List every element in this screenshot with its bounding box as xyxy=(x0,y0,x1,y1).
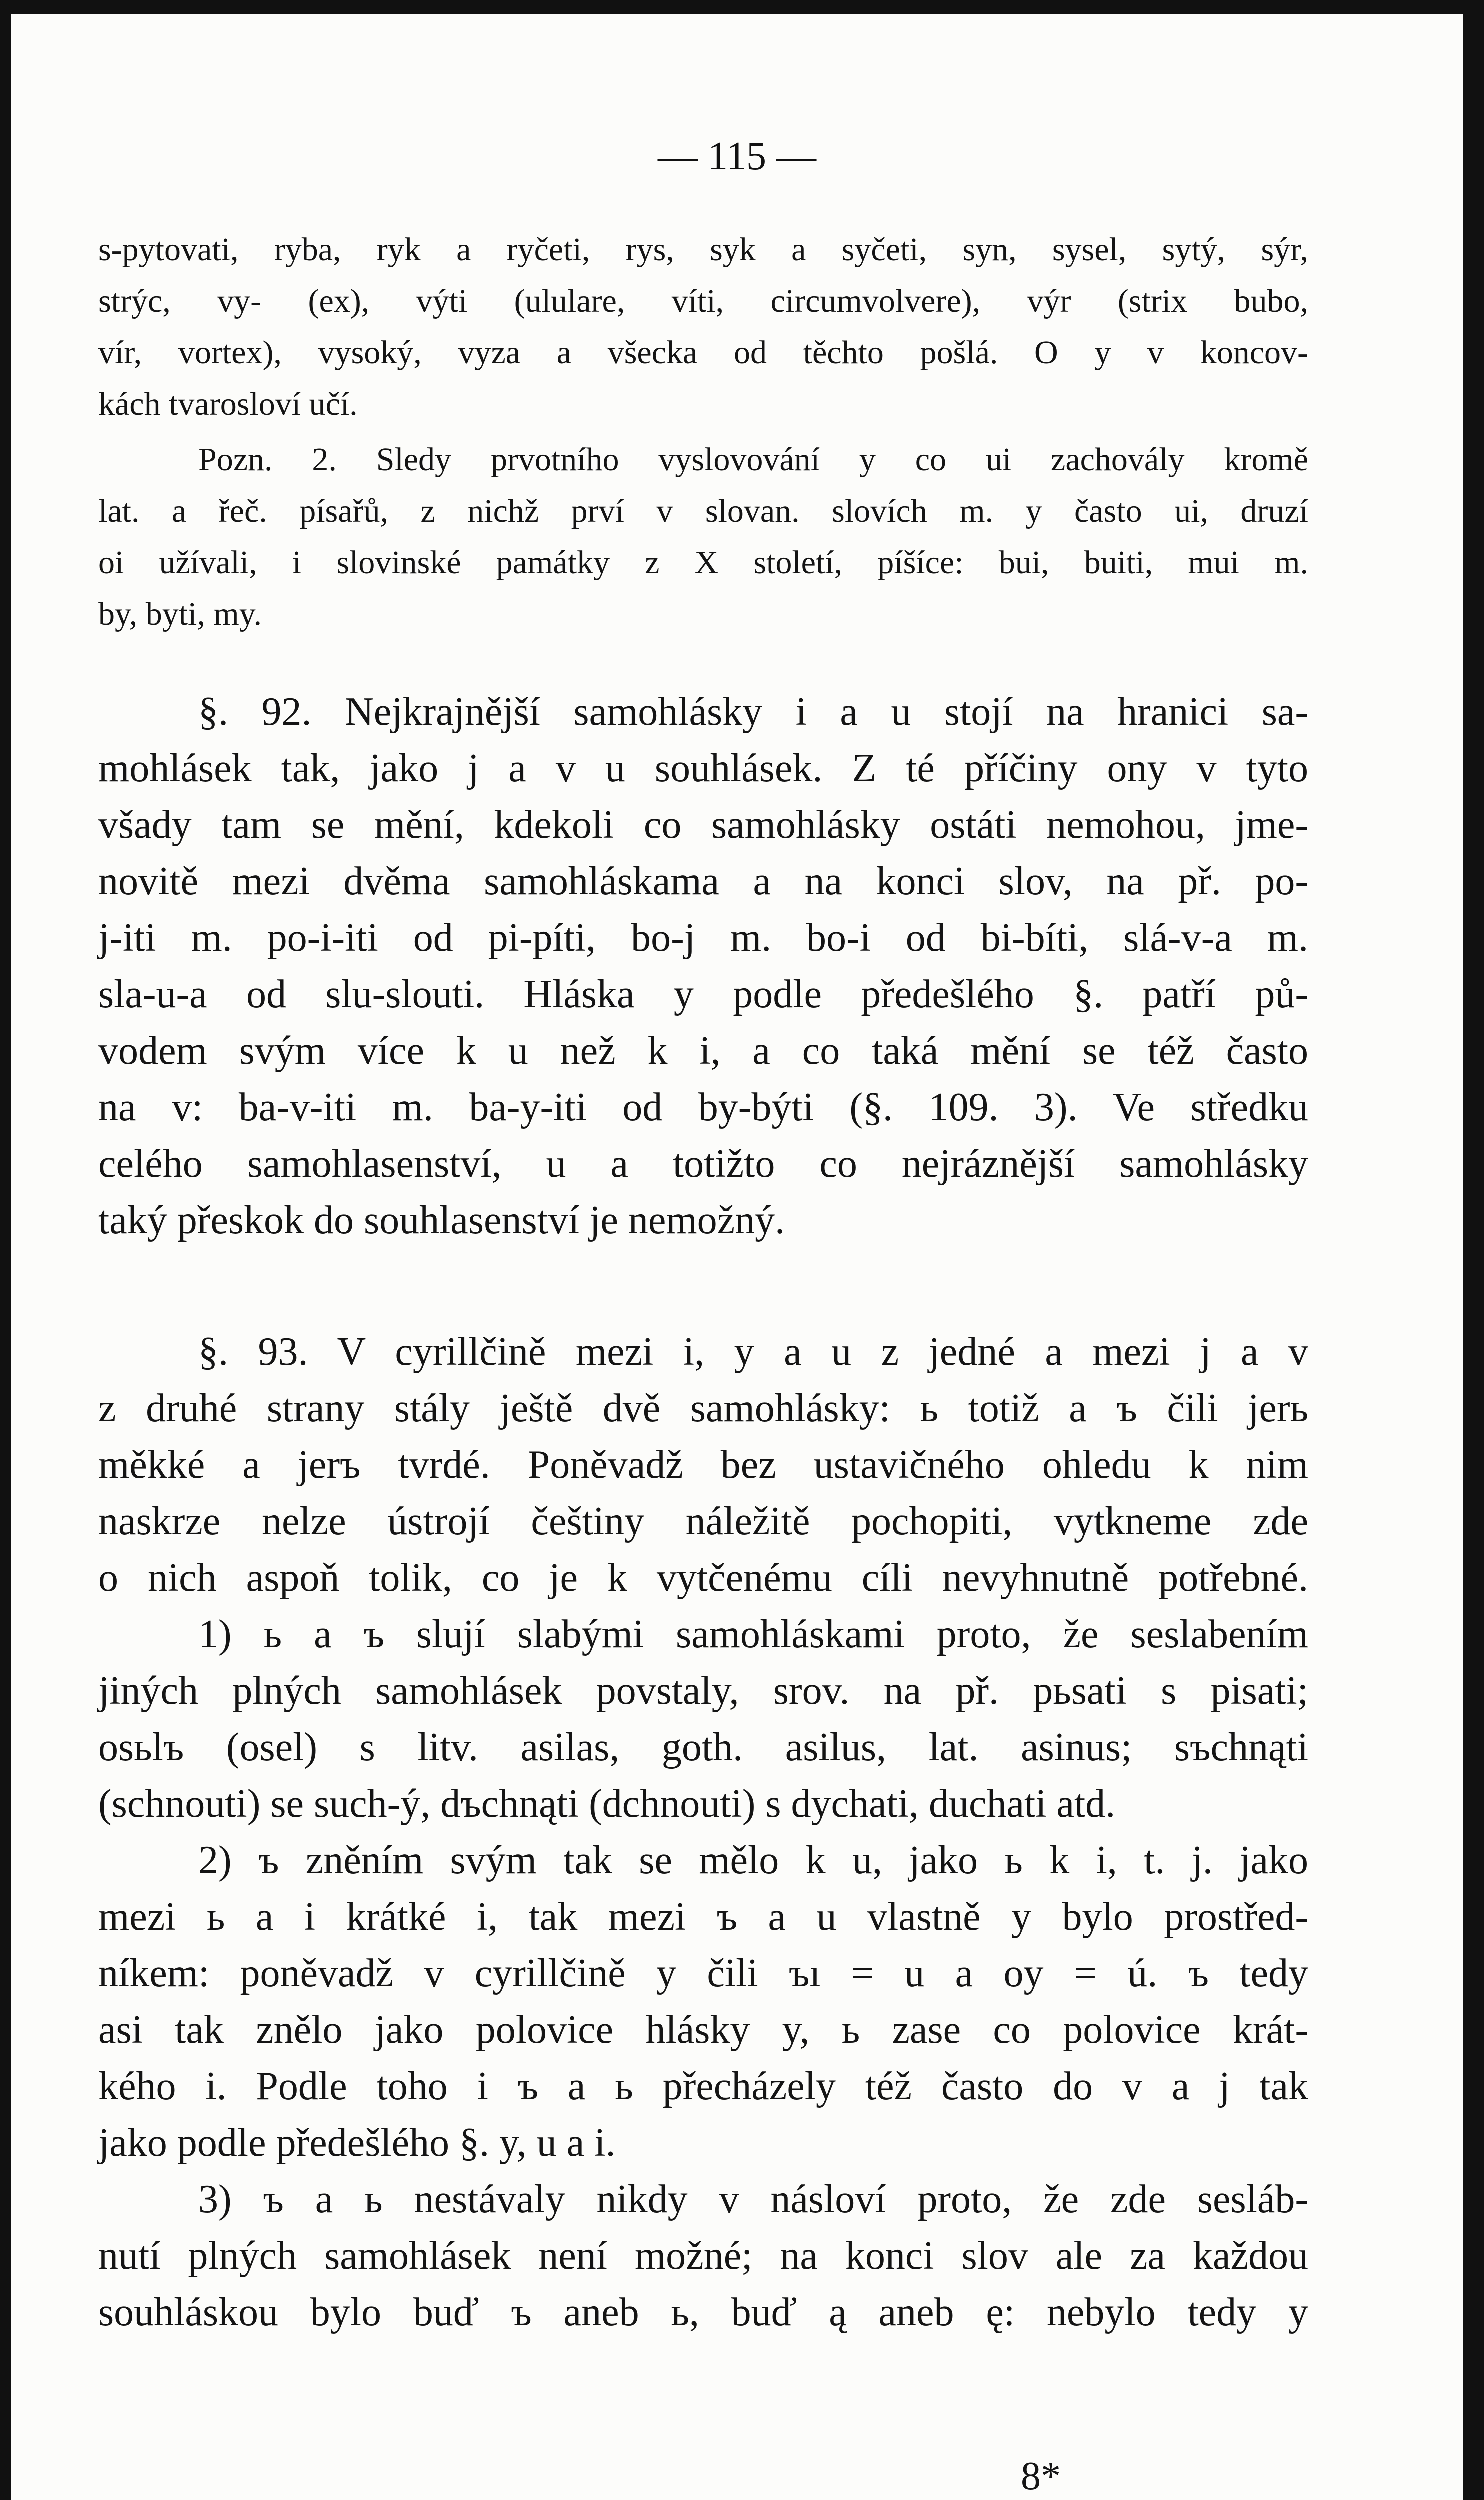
text-line: mohlásek tak, jako j a v u souhlásek. Z té příčiny ony v tyto xyxy=(98,746,1308,790)
text-line: s-pytovati, ryba, ryk a ryčeti, rys, syk a syčeti, syn, sysel, sytý, sýr, xyxy=(98,232,1308,268)
text-line: (schnouti) se such-ý, dъchnąti (dchnouti) s dychati, duchati atd. xyxy=(98,1782,1116,1826)
text-line: níkem: poněvadž v cyrillčině y čili ъı = u a oy = ú. ъ tedy xyxy=(98,1952,1308,1996)
text-line: 3) ъ a ь nestávaly nikdy v násloví proto, že zde sesláb- xyxy=(198,2178,1308,2222)
text-line: 2) ъ zněním svým tak se mělo k u, jako ь k i, t. j. jako xyxy=(198,1838,1308,1882)
text-line: nutí plných samohlásek není možné; na konci slov ale za každou xyxy=(98,2234,1308,2278)
text-line: kách tvarosloví učí. xyxy=(98,386,358,422)
text-line: jako podle předešlého §. y, u a i. xyxy=(98,2121,616,2165)
section-93 xyxy=(98,1324,1308,2341)
text-line: taký přeskok do souhlasenství je nemožný. xyxy=(98,1198,785,1242)
text-line: měkké a jerъ tvrdé. Poněvadž bez ustavičného ohledu k nim xyxy=(98,1443,1308,1487)
text-line: lat. a řeč. písařů, z nichž prví v slovan. slovích m. y často ui, druzí xyxy=(98,493,1308,530)
text-line: asi tak znělo jako polovice hlásky y, ь zase co polovice krát- xyxy=(98,2008,1308,2052)
text-line: osьlъ (osel) s litv. asilas, goth. asilus, lat. asinus; sъchnąti xyxy=(98,1726,1308,1770)
text-line: na v: ba-v-iti m. ba-y-iti od by-býti (§. 109. 3). Ve středku xyxy=(98,1086,1308,1130)
book-page xyxy=(11,14,1463,2500)
text-line: naskrze nelze ústrojí češtiny náležitě pochopiti, vytkneme zde xyxy=(98,1500,1308,1544)
section-92 xyxy=(98,684,1308,1249)
paragraph-intro xyxy=(98,224,1308,430)
text-line: by, byti, my. xyxy=(98,596,262,632)
paragraph-note xyxy=(98,434,1308,640)
text-line: souhláskou bylo buď ъ aneb ь, buď ą aneb ę: nebylo tedy y xyxy=(98,2290,1308,2334)
text-line: novitě mezi dvěma samohláskama a na konci slov, na př. po- xyxy=(98,860,1308,904)
text-line: Pozn. 2. Sledy prvotního vyslovování y co ui zachovály kromě xyxy=(198,442,1308,478)
text-line: vodem svým více k u než k i, a co taká mění se též často xyxy=(98,1029,1308,1073)
text-line: celého samohlasenství, u a totižto co nejráznější samohlásky xyxy=(98,1142,1308,1186)
text-line: z druhé strany stály ještě dvě samohlásky: ь totiž a ъ čili jerь xyxy=(98,1386,1308,1430)
text-line: strýc, vy- (ex), výti (ululare, víti, circumvolvere), výr (strix bubo, xyxy=(98,283,1308,320)
text-line: kého i. Podle toho i ъ a ь přecházely též často do v a j tak xyxy=(98,2064,1308,2108)
text-line: mezi ь a i krátké i, tak mezi ъ a u vlastně y bylo prostřed- xyxy=(98,1895,1308,1939)
signature-mark: 8* xyxy=(1021,2454,1061,2498)
text-line: j-iti m. po-i-iti od pi-píti, bo-j m. bo-i od bi-bíti, slá-v-a m. xyxy=(98,916,1308,960)
text-line: oi užívali, i slovinské památky z X století, píšíce: bui, buiti, mui m. xyxy=(98,544,1308,581)
text-line: všady tam se mění, kdekoli co samohlásky ostáti nemohou, jme- xyxy=(98,803,1308,847)
text-line: 1) ь a ъ slují slabými samohláskami proto, že seslabením xyxy=(198,1612,1308,1656)
text-line: §. 92. Nejkrajnější samohlásky i a u stojí na hranici sa- xyxy=(198,690,1308,734)
text-line: sla-u-a od slu-slouti. Hláska y podle předešlého §. patří pů- xyxy=(98,972,1308,1016)
page-number: — 115 — xyxy=(657,134,817,178)
text-line: o nich aspoň tolik, co je k vytčenému cíli nevyhnutně potřebné. xyxy=(98,1556,1308,1600)
text-line: §. 93. V cyrillčině mezi i, y a u z jedné a mezi j a v xyxy=(198,1330,1308,1374)
text-line: jiných plných samohlásek povstaly, srov. na př. pьsati s pisati; xyxy=(98,1669,1308,1713)
text-line: vír, vortex), vysoký, vyza a všecka od těchto pošlá. O y v koncov- xyxy=(98,334,1308,371)
